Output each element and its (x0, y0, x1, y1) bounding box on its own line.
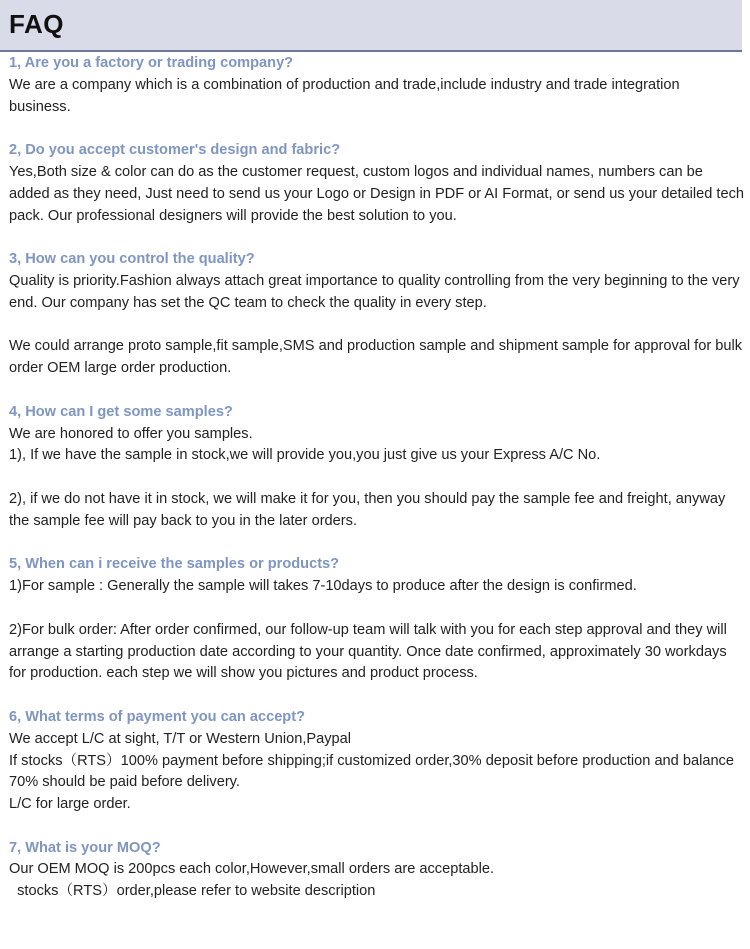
faq-answer: 2), if we do not have it in stock, we will make it for you, then you should pay the sample fee and freight, anyway the sample fee will pay back to you in the later orders. (9, 490, 726, 529)
faq-question: 1, Are you a factory or trading company? (9, 55, 294, 71)
faq-answer: 1), If we have the sample in stock,we will provide you,you just give us your Express A/C No. (9, 447, 601, 464)
faq-answer: Yes,Both size & color can do as the customer request, custom logos and individual names, numbers can be added as they need, Just need to send us your Logo or Design in PDF or AI Format, or send us your detailed tech pack. Our professional designers will provide the best solution to you. (9, 163, 744, 224)
faq-question: 2, Do you accept customer's design and fabric? (9, 142, 341, 159)
faq-question: 7, What is your MOQ? (9, 839, 161, 856)
faq-answer: 2)For bulk order: After order confirmed, our follow-up team will talk with you for each step approval and they will arrange a starting production date according to your quantity. Once date confirmed, approximately 30 workdays for production. each step we will show you pictures and product process. (9, 621, 727, 682)
faq-answer: 1)For sample : Generally the sample will takes 7-10days to produce after the design is confirmed. (9, 578, 637, 595)
faq-item-3 (9, 249, 744, 380)
faq-header (0, 0, 742, 52)
faq-answer: We could arrange proto sample,fit sample,SMS and production sample and shipment sample for approval for bulk order OEM large order production. (9, 338, 743, 377)
faq-question: 3, How can you control the quality? (9, 251, 255, 268)
faq-answer: L/C for large order. (9, 796, 131, 813)
faq-item-2 (9, 140, 744, 227)
faq-answer: If stocks（RTS）100% payment before shipping;if customized order,30% deposit before production and balance 70% should be paid before delivery. (9, 752, 734, 791)
faq-item-7 (9, 838, 744, 903)
faq-item-1 (9, 53, 744, 118)
faq-answer: We are honored to offer you samples. (9, 425, 253, 442)
faq-question: 4, How can I get some samples? (9, 403, 233, 420)
faq-item-4 (9, 402, 744, 533)
faq-question: 5, When can i receive the samples or products? (9, 556, 340, 573)
faq-item-5 (9, 554, 744, 685)
faq-question: 6, What terms of payment you can accept? (9, 708, 306, 725)
faq-answer: Quality is priority.Fashion always attach great importance to quality controlling from the very beginning to the very end. Our company has set the QC team to check the quality in every step. (9, 272, 740, 311)
faq-answer: Our OEM MOQ is 200pcs each color,However,small orders are acceptable. (9, 861, 495, 878)
faq-item-6 (9, 707, 744, 816)
faq-content (9, 53, 744, 903)
faq-answer: We accept L/C at sight, T/T or Western Union,Paypal (9, 730, 352, 747)
page-title: FAQ (9, 9, 64, 39)
faq-answer: We are a company which is a combination of production and trade,include industry and trade integration business. (9, 76, 680, 115)
faq-answer: stocks（RTS）order,please refer to website description (9, 883, 376, 900)
